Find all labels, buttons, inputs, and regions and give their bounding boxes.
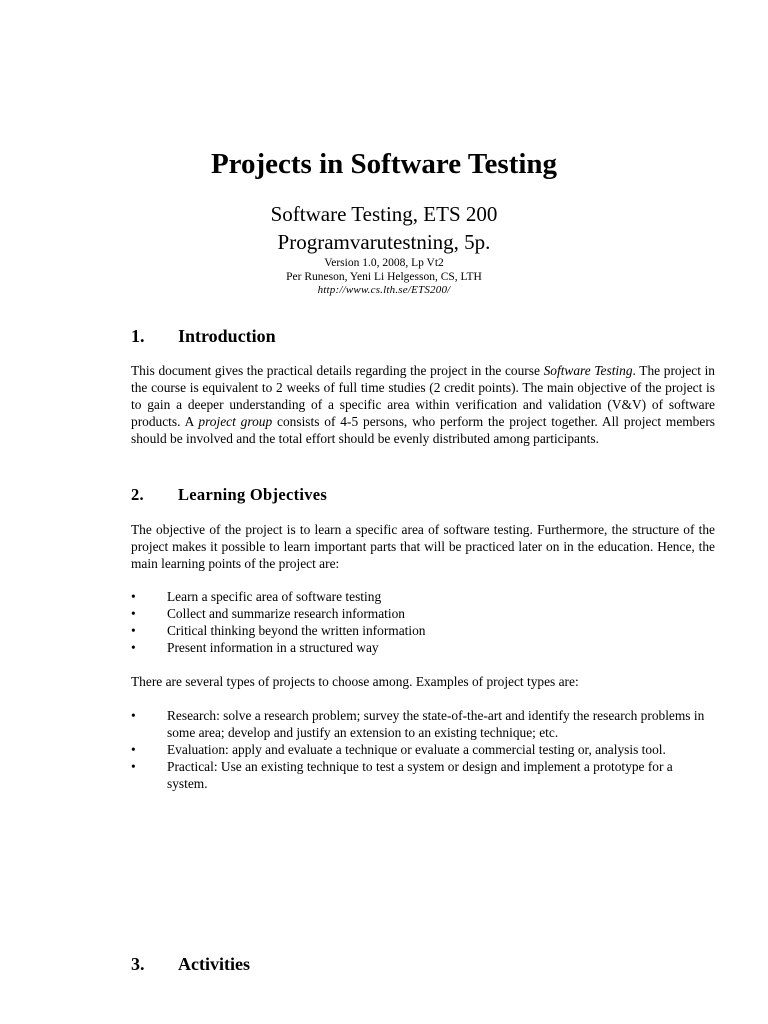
bullet-icon: • — [131, 640, 136, 655]
section-heading-learning-objectives — [131, 485, 327, 505]
section-number: 1. — [131, 326, 145, 346]
intro-project-group-italic: project group — [198, 414, 273, 429]
section-number: 2. — [131, 485, 144, 504]
introduction-paragraph — [131, 362, 715, 447]
list-item-text: Evaluation: apply and evaluate a technique or evaluate a commercial testing or, analysis tool. — [167, 742, 666, 757]
section-title: Activities — [178, 954, 250, 974]
list-item — [131, 588, 715, 605]
intro-text-2: . The project in the course is equivalent to 2 weeks of full time studies (2 credit points). The main objective of the project is to gain a deeper understanding of a specific area within verification and validation (V&V) of software products. A — [131, 363, 715, 429]
course-name: Software Testing, ETS 200 — [270, 202, 498, 226]
bullet-icon: • — [131, 708, 136, 723]
section-title: Introduction — [178, 326, 276, 346]
learning-points-list — [131, 588, 715, 656]
project-types-intro: There are several types of projects to choose among. Examples of project types are: — [131, 674, 579, 689]
objectives-paragraph: The objective of the project is to learn a specific area of software testing. Furthermore, the structure of the project makes it possible to learn important parts that will be practiced later on in the education. Hence, the main learning points of the project are: — [131, 522, 715, 571]
list-item — [131, 758, 715, 792]
intro-course-italic: Software Testing — [543, 363, 633, 378]
list-item-text: Critical thinking beyond the written information — [167, 623, 426, 638]
bullet-icon: • — [131, 759, 136, 774]
list-item — [131, 707, 715, 741]
list-item — [131, 639, 715, 656]
list-item-text: Practical: Use an existing technique to test a system or design and implement a prototype for a system. — [167, 759, 673, 791]
section-title: Learning Objectives — [178, 485, 328, 504]
bullet-icon: • — [131, 623, 136, 638]
section-heading-activities — [131, 954, 250, 975]
intro-text-1: This document gives the practical details regarding the project in the course — [131, 363, 544, 378]
document-title: Projects in Software Testing — [210, 148, 558, 180]
section-heading-introduction — [131, 326, 276, 347]
authors-line: Per Runeson, Yeni Li Helgesson, CS, LTH — [286, 271, 482, 283]
project-types-list — [131, 707, 715, 792]
list-item — [131, 605, 715, 622]
list-item — [131, 622, 715, 639]
list-item-text: Collect and summarize research information — [167, 606, 405, 621]
course-url[interactable]: http://www.cs.lth.se/ETS200/ — [317, 284, 451, 296]
bullet-icon: • — [131, 589, 136, 604]
list-item-text: Present information in a structured way — [167, 640, 379, 655]
list-item-text: Research: solve a research problem; survey the state-of-the-art and identify the research problems in some area; develop and justify an extension to an existing technique; etc. — [167, 708, 705, 740]
list-item — [131, 741, 715, 758]
intro-text-3: consists of 4-5 persons, who perform the project together. All project members should be involved and the total effort should be evenly distributed among participants. — [131, 414, 715, 446]
list-item-text: Learn a specific area of software testing — [167, 589, 382, 604]
course-name-swedish: Programvarutestning, 5p. — [277, 230, 491, 254]
bullet-icon: • — [131, 606, 136, 621]
section-number: 3. — [131, 954, 145, 974]
bullet-icon: • — [131, 742, 136, 757]
version-line: Version 1.0, 2008, Lp Vt2 — [324, 257, 444, 269]
